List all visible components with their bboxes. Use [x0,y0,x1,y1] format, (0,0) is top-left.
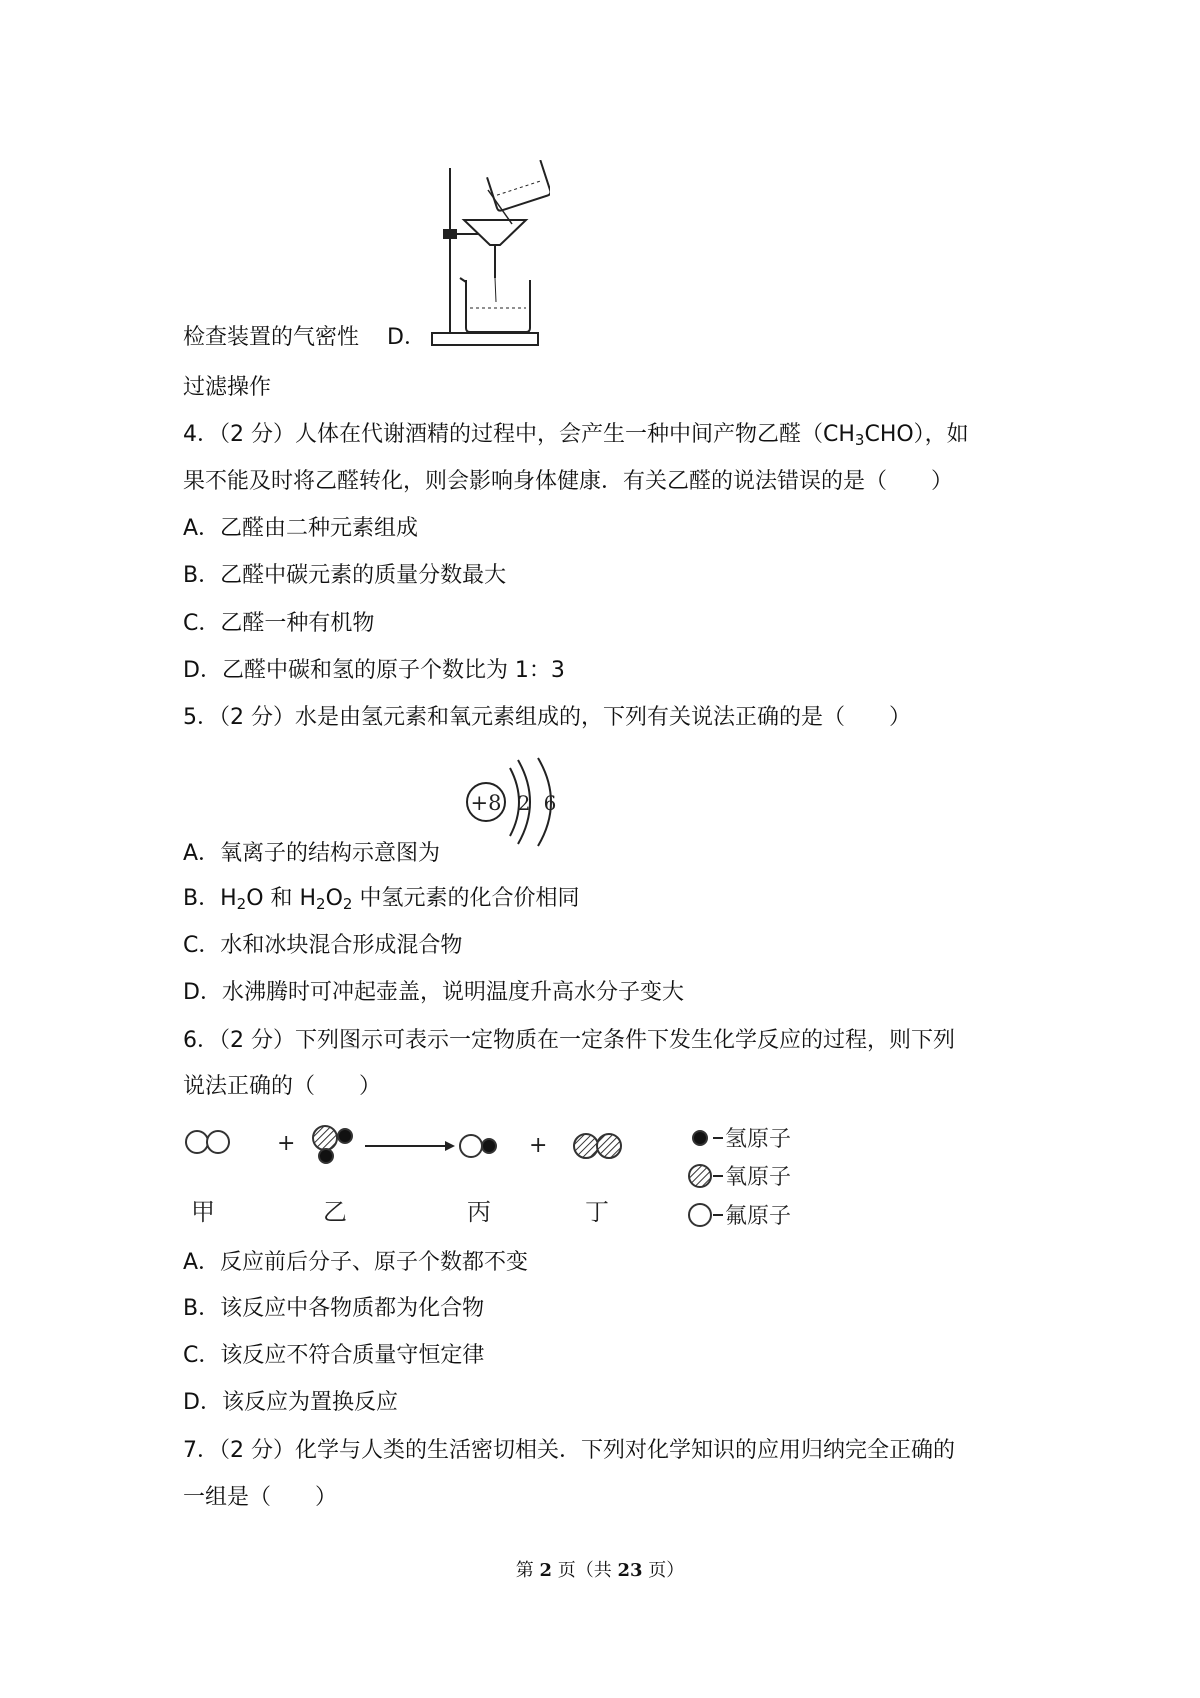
q4-option-a: A．乙醛由二种元素组成 [183,516,419,541]
q5-option-a: A．氧离子的结构示意图为 [183,841,441,866]
label-bing: 丙 [467,1198,491,1226]
q5-option-c: C．水和冰块混合形成混合物 [183,933,463,958]
molecule-yi [313,1126,352,1163]
q3-option-c-text: 检查装置的气密性 D． [183,325,426,350]
q5-option-d: D．水沸腾时可冲起壶盖，说明温度升高水分子变大 [183,980,684,1005]
nucleus-charge: +8 [470,791,502,815]
q7-stem-line2: 一组是（ ） [183,1485,338,1510]
q4-stem-line2: 果不能及时将乙醛转化，则会影响身体健康．有关乙醛的说法错误的是（ ） [183,469,954,494]
q4-option-d: D．乙醛中碳和氢的原子个数比为 1：3 [183,658,565,683]
oxygen-ion-structure-diagram [460,752,570,852]
plus-sign-1: + [277,1131,296,1156]
current-page: 2 [539,1560,552,1581]
label-ding: 丁 [585,1198,609,1226]
q3-option-d-text: 过滤操作 [183,375,272,400]
total-pages: 23 [617,1560,643,1581]
legend-oxygen: 氧原子 [725,1165,792,1190]
q6-stem-line2: 说法正确的（ ） [183,1074,382,1099]
shell-2-electrons: 6 [543,791,557,815]
q5-option-b: B．$H_2O$ 和 $H_2O_2$ 中氢元素的化合价相同 [183,886,580,913]
q4-option-c: C．乙醛一种有机物 [183,611,375,636]
page-footer: 第 2 页（共 23 页） [515,1560,685,1581]
q6-option-c: C．该反应不符合质量守恒定律 [183,1343,485,1368]
molecule-bing [460,1135,496,1157]
label-jia: 甲 [191,1198,215,1226]
legend-fluorine: 氟原子 [725,1204,792,1229]
molecule-jia [186,1131,229,1153]
q4-stem-line1: 4．（2 分）人体在代谢酒精的过程中，会产生一种中间产物乙醛$(CH_3CHO)$，如 [183,422,969,449]
shell-1-electrons: 2 [517,791,531,815]
q6-option-a: A．反应前后分子、原子个数都不变 [183,1250,529,1275]
legend [689,1131,711,1226]
molecule-ding [574,1134,621,1158]
q5-stem: 5．（2 分）水是由氢元素和氧元素组成的，下列有关说法正确的是（ ） [183,705,911,730]
q3-option-d-letter: D． [387,325,426,350]
plus-sign-2: + [529,1133,548,1158]
filtration-apparatus-figure [430,160,550,350]
reaction-diagram [183,1118,823,1238]
label-yi: 乙 [323,1198,347,1226]
q7-stem-line1: 7．（2 分）化学与人类的生活密切相关．下列对化学知识的应用归纳完全正确的 [183,1438,955,1463]
q4-option-b: B．乙醛中碳元素的质量分数最大 [183,563,507,588]
q6-option-d: D．该反应为置换反应 [183,1390,398,1415]
q6-stem-line1: 6．（2 分）下列图示可表示一定物质在一定条件下发生化学反应的过程，则下列 [183,1028,955,1053]
legend-hydrogen: 氢原子 [725,1127,792,1152]
q6-option-b: B．该反应中各物质都为化合物 [183,1296,485,1321]
